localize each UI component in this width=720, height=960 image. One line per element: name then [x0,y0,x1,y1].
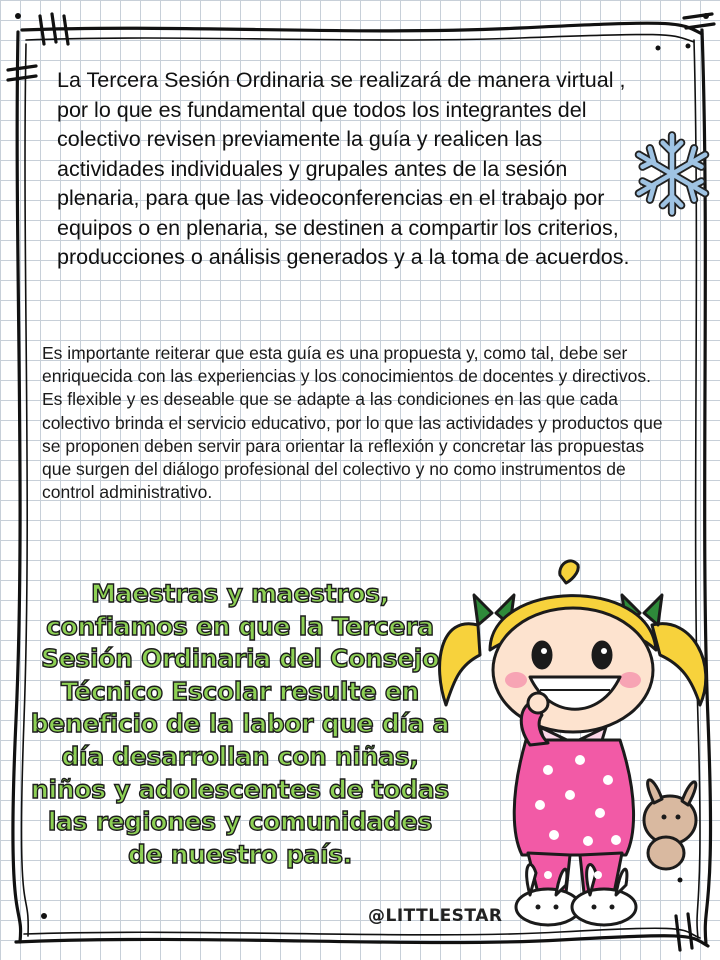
note-paragraph: Es importante reiterar que esta guía es una propuesta y, como tal, debe ser enriquecida con las experiencias y los conocimientos de docentes y directivos. Es flexible y es deseable que se adapte a las condiciones en las que cada colectivo brinda el servicio educativo, por lo que las actividades y productos que se proponen deben servir para orientar la reflexión y concretar las propuestas que surgen del diálogo profesional del colectivo y no como instrumentos de control administrativo. [42,343,663,503]
artist-credit: @LITTLESTAR [368,906,503,926]
girl-in-pajamas-illustration [430,555,720,935]
intro-paragraph: La Tercera Sesión Ordinaria se realizará de manera virtual , por lo que es fundamental que todos los integrantes del colectivo revisen previamente la guía y realicen las actividades individuales y grupales antes de la sesión plenaria, para que las videoconferencias en el trabajo por equipos o en plenaria, se destinen a compartir los criterios, producciones o análisis generados y a la toma de acuerdos. [57,68,630,269]
snowflake-icon [626,128,718,220]
closing-message: Maestras y maestros, confiamos en que la Tercera Sesión Ordinaria del Consejo Técnico Escolar resulte en beneficio de la labor que día a día desarrollan con niñas, niños y adolescentes de todas las regiones y comunidades de nuestro país. [30,579,450,869]
